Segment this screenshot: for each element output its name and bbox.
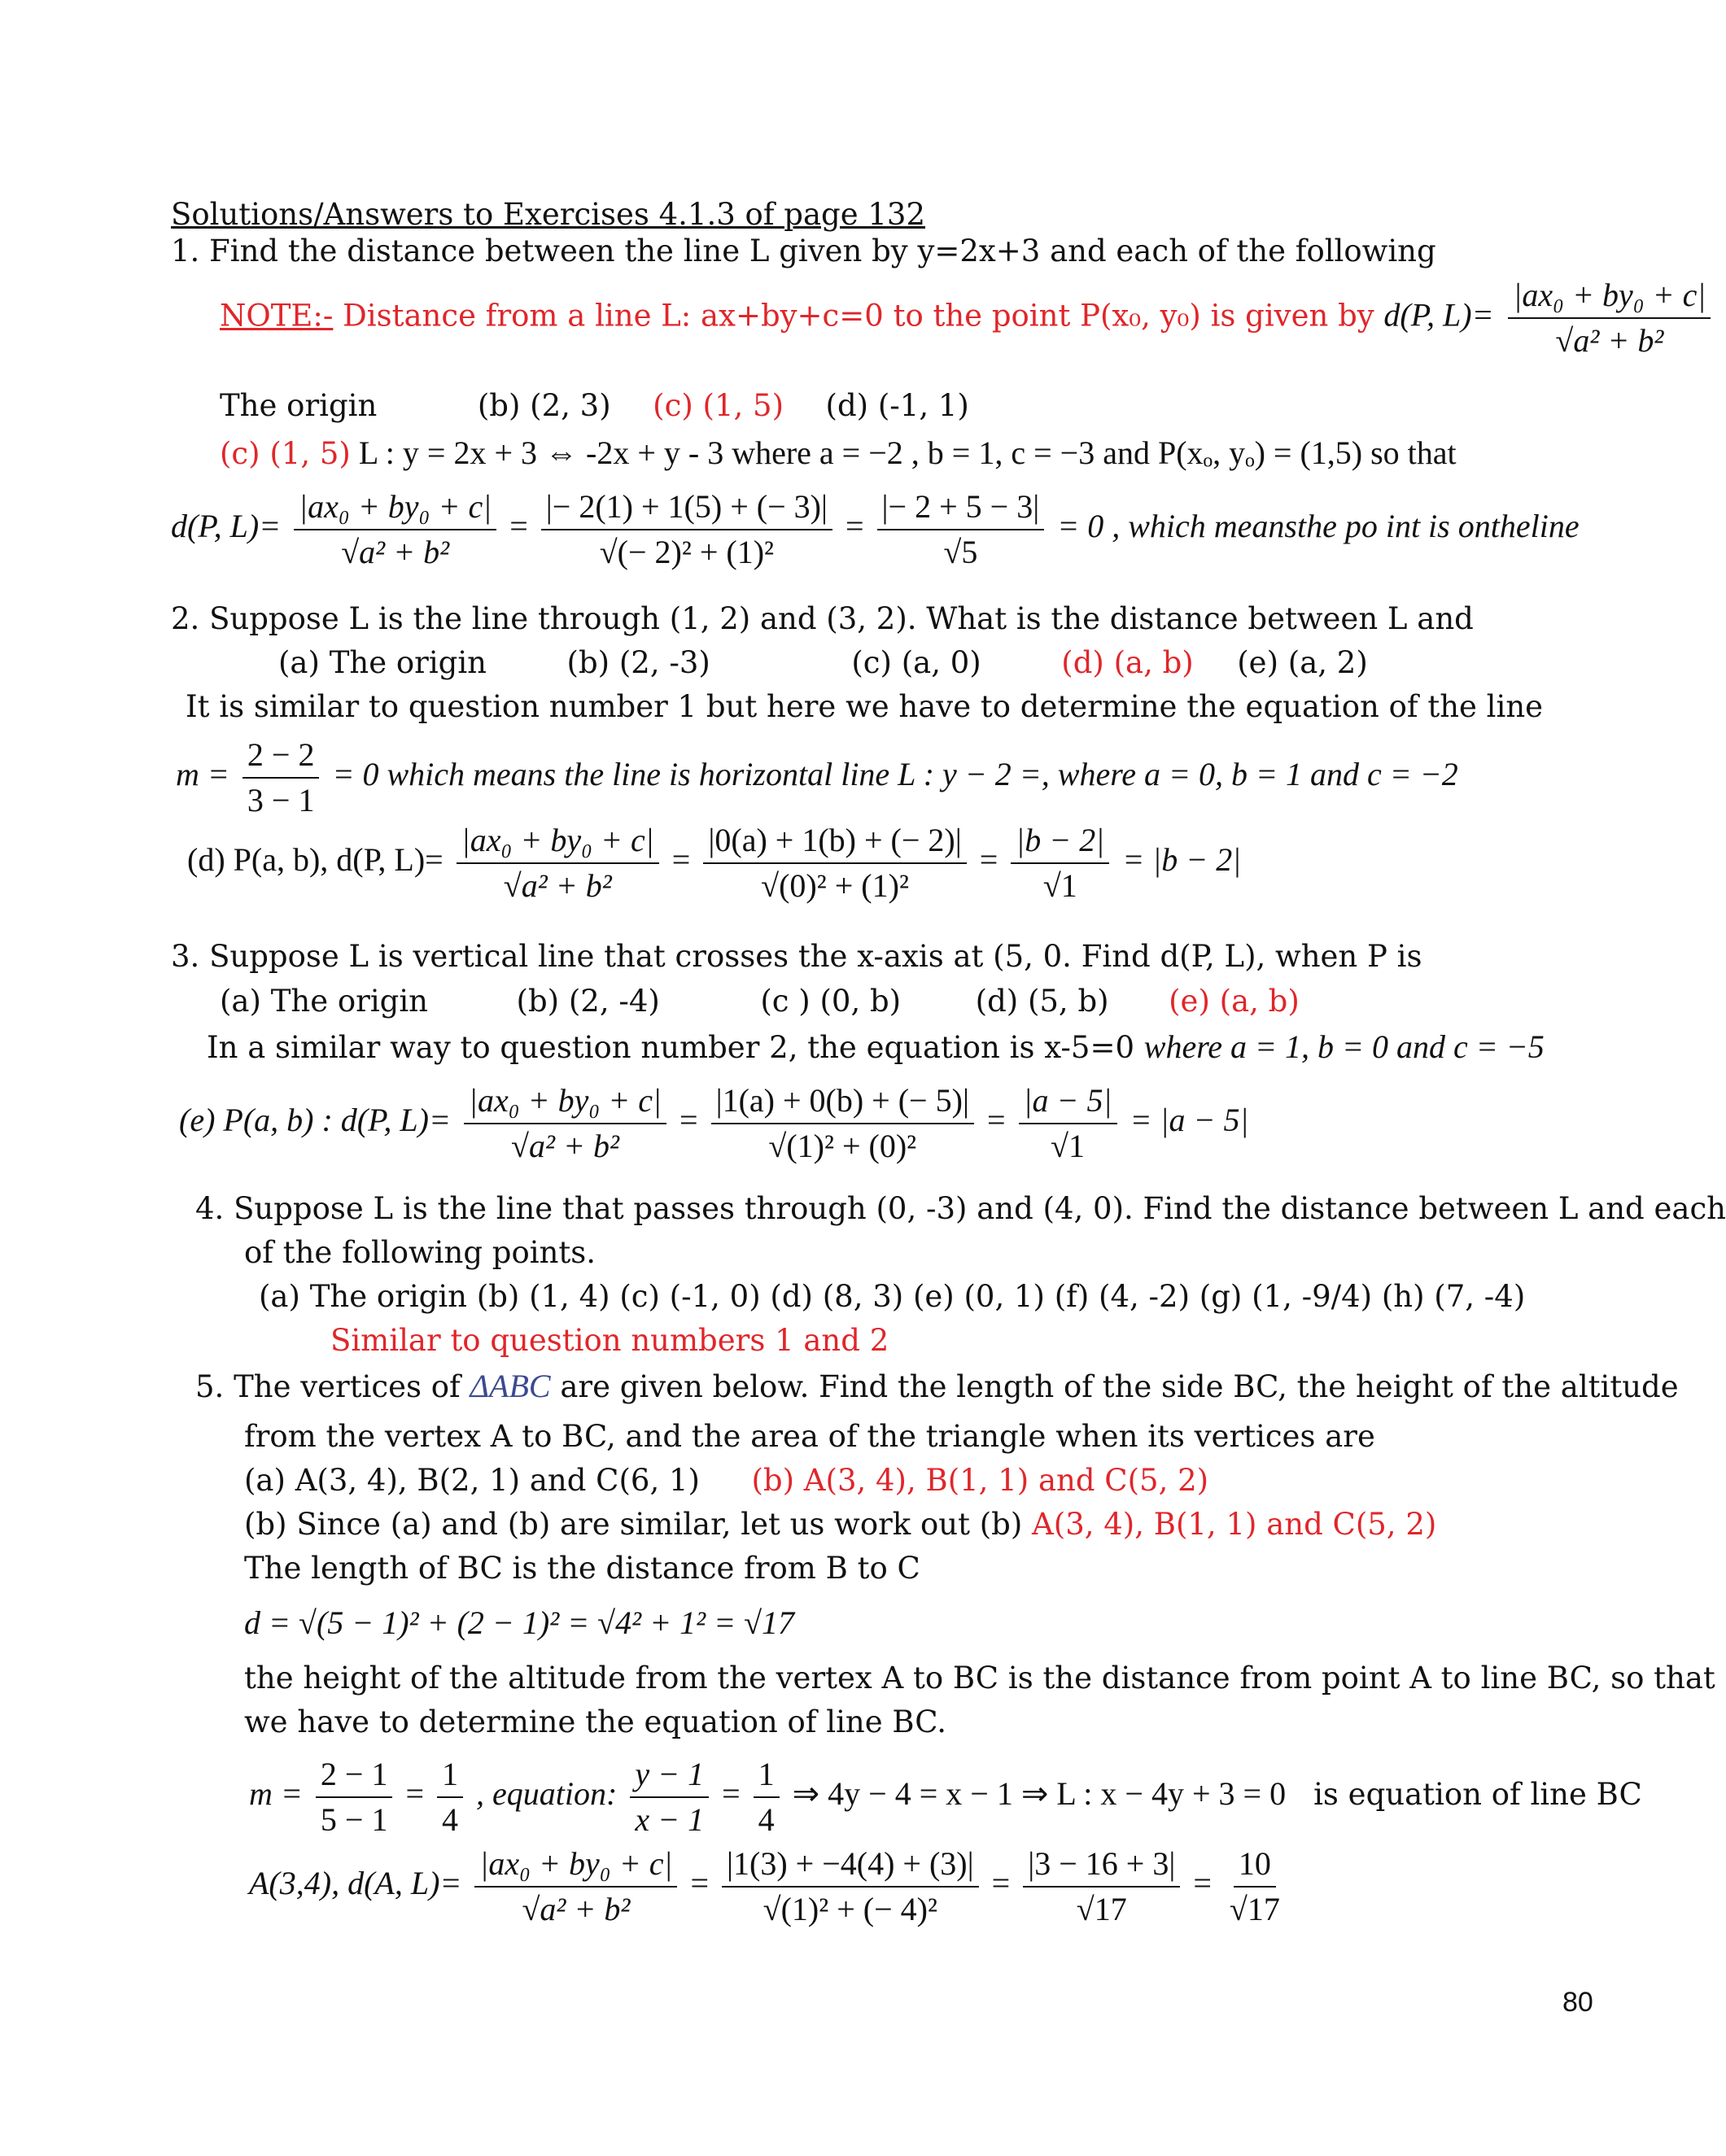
q5-opt-a: (a) A(3, 4), B(2, 1) and C(6, 1) [244,1463,700,1498]
q2-calc-frac3 [1011,822,1109,905]
q5-slope-rest: ⇒ 4y − 4 = x − 1 ⇒ L : x − 4y + 3 = 0 [792,1775,1287,1813]
note-formula [1508,277,1711,360]
q1-options [220,389,969,424]
q3-calc-frac1-num: |ax₀ + by₀ + c| [464,1082,666,1124]
page-header: Solutions/Answers to Exercises 4.1.3 of page 132 [171,197,925,232]
q3-calc-frac3-den: √1 [1051,1128,1085,1164]
q2-calc-label: (d) P(a, b), d(P, L)= [187,841,444,879]
q1-opt-c: (c) (1, 5) [653,388,784,423]
page-number: 80 [1562,1987,1593,2018]
q1-calc-frac2-num: |− 2(1) + 1(5) + (− 3)| [541,488,832,530]
q2-opt-c: (c) (a, 0) [851,645,981,680]
q5-slope-tail: is equation of line BC [1313,1777,1642,1813]
q1-opt-a: The origin [220,388,378,423]
note-label: NOTE:- [220,298,334,334]
q4-text2: of the following points. [244,1235,596,1270]
q3-calc-result: = |a − 5| [1130,1102,1249,1139]
q3-calc-frac2 [711,1082,974,1165]
q4-text1: 4. Suppose L is the line that passes through (0, -3) and (4, 0). Find the distance between L and each [195,1191,1726,1226]
triangle-symbol: ΔABC [470,1368,551,1404]
q5-area-calc: A(3,4), d(A, L)= $\frac{\text{|ax₀ + by₀ + c|}}{\text{√a² + b²}}$ = $\frac{|1(3) + -4(4) + (3)|}{\text{√(1)² + (− 4)²}}$ = $\frac{|3 - 16 + 3|}{√17}$ = $\frac{10}{√17}$ [249,1845,1290,1928]
q3-calc: (e) P(a, b) : d(P, L)= $\frac{\text{|ax₀ + by₀ + c|}}{\text{√a² + b²}}$ = $\frac{|1(a) + 0(b) + (- 5)|}{\text{√(1)² + (0)²}}$ = $\frac{|a - 5|}{√1}$ = |a − 5| [179,1082,1249,1164]
q2-calc-frac2 [703,822,966,905]
q5-text1 [195,1368,1679,1405]
q5-slope-frac2-den: 4 [442,1801,459,1838]
q2-text: 2. Suppose L is the line through (1, 2) and (3, 2). What is the distance between L and [171,601,1474,636]
q3-calc-frac2-num: |1(a) + 0(b) + (− 5)| [711,1082,974,1124]
q3-calc-frac1-den: √a² + b² [511,1128,619,1164]
q2-slope-den: 3 − 1 [247,782,315,818]
q2-similar: It is similar to question number 1 but here we have to determine the equation of the line [186,689,1544,724]
q2-opt-b: (b) (2, -3) [566,645,710,680]
q1-calc-frac1-num: |ax₀ + by₀ + c| [294,488,496,530]
q5-slope-frac3 [630,1756,709,1839]
q1-text: 1. Find the distance between the line L given by y=2x+3 and each of the following [171,233,1436,268]
q3-opt-c: (c ) (0, b) [760,984,902,1019]
q5-slope-frac3-den: x − 1 [635,1801,705,1838]
q2-calc-frac1-num: |ax₀ + by₀ + c| [457,822,659,864]
q5-area-frac1-num: |ax₀ + by₀ + c| [474,1845,677,1888]
q5-area-frac4 [1225,1845,1285,1928]
q2-opt-a: (a) The origin [278,645,487,680]
q3-similar-text: In a similar way to question number 2, the equation is x-5=0 [207,1030,1144,1065]
note-text: Distance from a line L: ax+by+c=0 to the point P(x₀, y₀) is given by [333,298,1384,334]
q5-text1-post: are given below. Find the length of the side BC, the height of the altitude [550,1369,1679,1404]
q1-calc-frac3-num: |− 2 + 5 − 3| [877,488,1045,530]
q5-area-frac4-num: 10 [1234,1845,1276,1888]
q1-calc-lhs: d(P, L)= [171,508,282,545]
q5-slope-frac4-num: 1 [754,1756,780,1798]
q5-distance-calc: d = √(5 − 1)² + (2 − 1)² = √4² + 1² = √17 [244,1604,795,1641]
q5-length-text: The length of BC is the distance from B to C [244,1551,920,1586]
q5-slope-frac1-num: 2 − 1 [316,1756,393,1798]
q5-slope-frac1 [316,1756,393,1839]
q5-area-frac3-den: √17 [1076,1891,1127,1927]
q3-calc-frac1 [464,1082,666,1165]
q4-similar: Similar to question numbers 1 and 2 [330,1323,889,1358]
q5-area-frac1-den: √a² + b² [522,1891,631,1927]
q1-calc-frac2-den: √(− 2)² + (1)² [599,534,775,570]
q1-calc-frac1-den: √a² + b² [341,534,450,570]
q3-calc-frac2-den: √(1)² + (0)² [768,1128,917,1164]
q5-text2: from the vertex A to BC, and the area of the triangle when its vertices are [244,1419,1375,1454]
q1-calc-result: = 0 , which meansthe po int is ontheline [1057,508,1580,545]
q5-area-frac2-den: √(1)² + (− 4)² [762,1891,937,1927]
note-formula-num: |ax₀ + by₀ + c| [1508,277,1711,319]
q1-calc-frac2 [541,488,832,571]
q5-since-red: A(3, 4), B(1, 1) and C(5, 2) [1032,1507,1437,1542]
q2-calc-frac2-den: √(0)² + (1)² [761,867,909,904]
q2-slope [176,736,1458,819]
q1-solution [220,434,1457,472]
q5-slope-lhs: m = [249,1775,303,1813]
q5-text1-pre: 5. The vertices of [195,1369,470,1404]
q5-slope-frac2 [437,1756,463,1839]
q3-opt-b: (b) (2, -4) [516,984,660,1019]
q1-opt-d: (d) (-1, 1) [825,388,969,423]
q2-calc-frac1 [457,822,659,905]
q5-area-frac4-den: √17 [1229,1891,1280,1927]
q1-sol-label: (c) (1, 5) [220,436,351,471]
q2-calc-frac1-den: √a² + b² [503,867,612,904]
q5-area-frac2 [722,1845,979,1928]
q2-calc-frac2-num: |0(a) + 1(b) + (− 2)| [703,822,966,864]
q4-options: (a) The origin (b) (1, 4) (c) (-1, 0) (d) (8, 3) (e) (0, 1) (f) (4, -2) (g) (1, -9/4) (h) (7, -4) [259,1279,1526,1314]
q3-calc-frac3 [1019,1082,1117,1165]
q2-options [278,646,1368,681]
q5-slope-eq: , equation: [476,1775,618,1813]
q5-slope-frac1-den: 5 − 1 [320,1801,388,1838]
q5-height2: we have to determine the equation of line BC. [244,1704,947,1739]
q3-opt-e: (e) (a, b) [1169,984,1300,1019]
q5-opt-b: (b) A(3, 4), B(1, 1) and C(5, 2) [751,1463,1209,1498]
q1-opt-b: (b) (2, 3) [477,388,611,423]
q5-area-label: A(3,4), d(A, L)= [249,1865,462,1902]
q3-similar [207,1028,1545,1066]
q2-slope-num: 2 − 2 [243,736,320,779]
q5-slope-frac3-num: y − 1 [630,1756,709,1798]
q3-calc-label: (e) P(a, b) : d(P, L)= [179,1102,451,1139]
q2-opt-d: (d) (a, b) [1061,645,1194,680]
q3-opt-a: (a) The origin [220,984,429,1019]
q2-calc: (d) P(a, b), d(P, L)= $\frac{\text{|ax₀ + by₀ + c|}}{\text{√a² + b²}}$ = $\frac{|0(a) + 1(b) + (- 2)|}{\text{√(0)² + (1)²}}$ = $\frac{|b - 2|}{√1}$ = |b − 2| [187,822,1242,904]
q5-since [244,1508,1436,1543]
note-lhs: d(P, L)= [1383,296,1494,334]
q2-calc-frac3-den: √1 [1042,867,1077,904]
q2-calc-result: = |b − 2| [1122,841,1242,879]
q1-calc-frac1 [294,488,496,571]
q1-calc-frac3 [877,488,1045,571]
note-formula-den: √a² + b² [1555,322,1664,359]
q5-since-text: (b) Since (a) and (b) are similar, let us work out (b) [244,1507,1033,1542]
q5-area-frac3 [1023,1845,1180,1928]
q5-slope-frac4 [754,1756,780,1839]
q3-text: 3. Suppose L is vertical line that crosses the x-axis at (5, 0. Find d(P, L), when P is [171,939,1422,974]
q2-slope-lhs: m = [176,756,229,793]
q1-note [220,277,1715,360]
q2-slope-frac [243,736,320,819]
q3-options [220,984,1300,1019]
q2-calc-frac3-num: |b − 2| [1011,822,1109,864]
q1-calc: d(P, L)= $\frac{\text{|ax₀ + by₀ + c|}}{\text{√a² + b²}}$ = $\frac{|- 2(1) + 1(5) + (- 3)|}{\text{√(− 2)² + (1)²}}$ = $\frac{|- 2 + 5 - 3|}{√5}$ = 0 , which meansthe po int is ontheline [171,488,1580,570]
q5-slope-frac4-den: 4 [758,1801,775,1838]
q5-area-frac1 [474,1845,677,1928]
q3-calc-frac3-num: |a − 5| [1019,1082,1117,1124]
q3-opt-d: (d) (5, b) [975,984,1109,1019]
q5-area-frac3-num: |3 − 16 + 3| [1023,1845,1180,1888]
q2-opt-e: (e) (a, 2) [1237,645,1368,680]
q5-options [244,1464,1208,1499]
q5-height1: the height of the altitude from the vertex A to BC is the distance from point A to line BC, so that [244,1661,1715,1696]
q5-area-frac2-num: |1(3) + −4(4) + (3)| [722,1845,979,1888]
q1-calc-frac3-den: √5 [943,534,978,570]
q2-slope-rest: = 0 which means the line is horizontal line L : y − 2 =, where a = 0, b = 1 and c = −2 [332,756,1458,793]
q3-similar-math: where a = 1, b = 0 and c = −5 [1143,1028,1545,1065]
q5-slope-frac2-num: 1 [437,1756,463,1798]
q1-sol-text: L : y = 2x + 3 ⇔ -2x + y - 3 where a = −2 , b = 1, c = −3 and P(xₒ, yₒ) = (1,5) so that [350,434,1457,471]
q5-slope: m = $\frac{2 - 1}{5 - 1}$ = $\frac{1}{4}$ , equation: $\frac{y - 1}{x - 1}$ = $\frac{1}{4}$ ⇒ 4y − 4 = x − 1 ⇒ L : x − 4y + 3 = 0 is equation of line BC [249,1756,1642,1838]
